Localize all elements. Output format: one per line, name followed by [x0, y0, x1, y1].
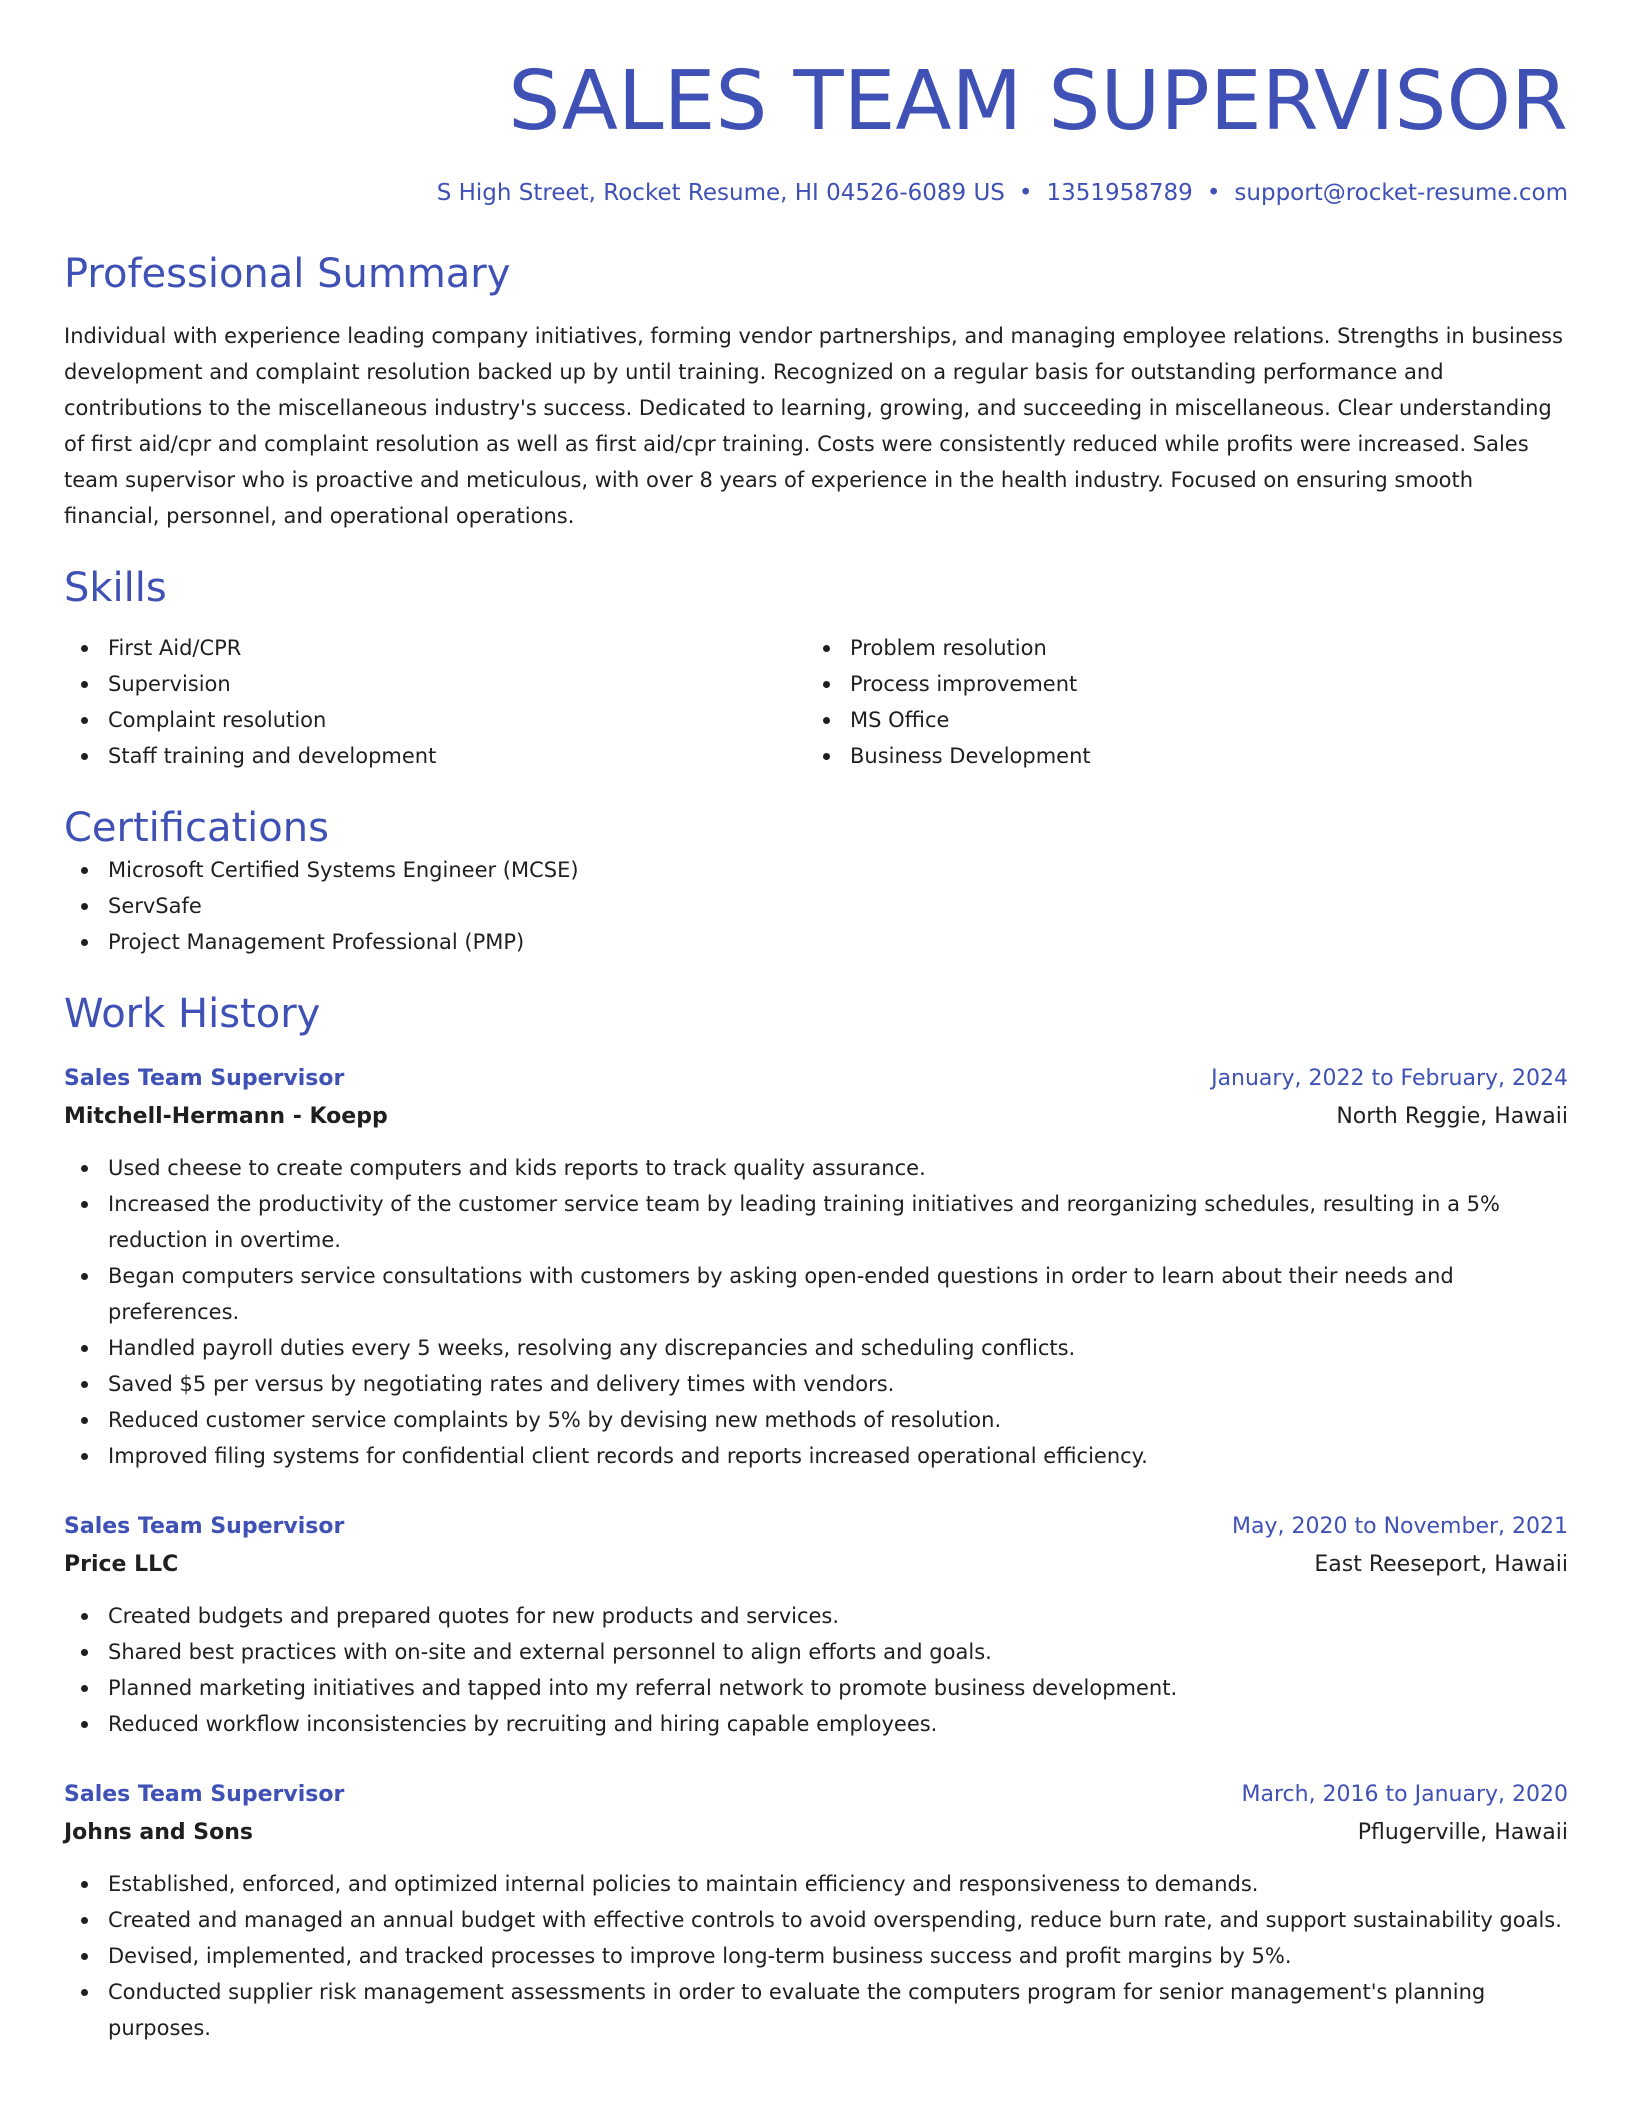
skill-item: Business Development [806, 738, 1548, 774]
skill-item: Process improvement [806, 666, 1548, 702]
skill-item: MS Office [806, 702, 1548, 738]
job-bullet: Reduced workflow inconsistencies by recruiting and hiring capable employees. [64, 1706, 1568, 1742]
job-dates: May, 2020 to November, 2021 [1232, 1514, 1568, 1539]
work-history-heading: Work History [64, 991, 321, 1037]
contact-separator: • [1206, 180, 1221, 206]
job-title: Sales Team Supervisor [64, 1782, 345, 1807]
certification-item: Microsoft Certified Systems Engineer (MCSE) [64, 852, 1568, 888]
job-bullets [64, 1598, 1568, 1742]
job-bullet: Used cheese to create computers and kids reports to track quality assurance. [64, 1150, 1568, 1186]
job-entry [64, 1508, 1568, 1742]
job-header-row [64, 1508, 1568, 1546]
job-bullet: Devised, implemented, and tracked processes to improve long-term business success and profit margins by 5%. [64, 1938, 1568, 1974]
certifications-heading: Certifications [64, 805, 329, 851]
job-bullet: Created budgets and prepared quotes for new products and services. [64, 1598, 1568, 1634]
job-bullet: Shared best practices with on-site and external personnel to align efforts and goals. [64, 1634, 1568, 1670]
skills-columns [64, 630, 1568, 774]
job-bullets [64, 1150, 1568, 1474]
job-company-row [64, 1814, 1568, 1852]
job-dates: March, 2016 to January, 2020 [1241, 1782, 1568, 1807]
skill-item: Supervision [64, 666, 806, 702]
resume-name-heading: SALES TEAM SUPERVISOR [508, 54, 1568, 149]
job-location: East Reeseport, Hawaii [1314, 1552, 1568, 1577]
job-bullet: Began computers service consultations with customers by asking open-ended questions in order to learn about their needs and preferences. [64, 1258, 1568, 1330]
certification-item: ServSafe [64, 888, 1568, 924]
job-bullet: Handled payroll duties every 5 weeks, resolving any discrepancies and scheduling conflicts. [64, 1330, 1568, 1366]
job-bullet: Established, enforced, and optimized internal policies to maintain efficiency and responsiveness to demands. [64, 1866, 1568, 1902]
contact-email: support@rocket-resume.com [1234, 180, 1568, 206]
job-entry [64, 1776, 1568, 2046]
skill-item: Complaint resolution [64, 702, 806, 738]
job-bullet: Conducted supplier risk management assessments in order to evaluate the computers program for senior management's planning purposes. [64, 1974, 1568, 2046]
contact-address: S High Street, Rocket Resume, HI 04526-6089 US [436, 180, 1005, 206]
job-location: North Reggie, Hawaii [1336, 1104, 1568, 1129]
skill-item: First Aid/CPR [64, 630, 806, 666]
summary-heading: Professional Summary [64, 251, 511, 297]
job-bullets [64, 1866, 1568, 2046]
skills-list-right [806, 630, 1548, 774]
job-company-row [64, 1098, 1568, 1136]
skills-list-left [64, 630, 806, 774]
job-entry [64, 1060, 1568, 1474]
skill-item: Problem resolution [806, 630, 1548, 666]
job-company-row [64, 1546, 1568, 1584]
resume-page [64, 0, 1568, 2046]
certification-item: Project Management Professional (PMP) [64, 924, 1568, 960]
summary-paragraph: Individual with experience leading company initiatives, forming vendor partnerships, and managing employee relations. Strengths in business development and complaint resolution backed up by until training. Recognized on a regular basis for outstanding performance and contributions to the miscellaneous industry's success. Dedicated to learning, growing, and succeeding in miscellaneous. Clear understanding of first aid/cpr and complaint resolution as well as first aid/cpr training. Costs were consistently reduced while profits were increased. Sales team supervisor who is proactive and meticulous, with over 8 years of experience in the health industry. Focused on ensuring smooth financial, personnel, and operational operations. [64, 324, 1563, 528]
job-header-row [64, 1060, 1568, 1098]
job-company: Mitchell-Hermann - Koepp [64, 1104, 388, 1129]
job-title: Sales Team Supervisor [64, 1066, 345, 1091]
job-bullet: Planned marketing initiatives and tapped into my referral network to promote business development. [64, 1670, 1568, 1706]
job-company: Price LLC [64, 1552, 179, 1577]
job-bullet: Created and managed an annual budget with effective controls to avoid overspending, reduce burn rate, and support sustainability goals. [64, 1902, 1568, 1938]
certifications-list [64, 852, 1568, 960]
skills-heading: Skills [64, 565, 167, 611]
job-location: Pflugerville, Hawaii [1357, 1820, 1568, 1845]
job-title: Sales Team Supervisor [64, 1514, 345, 1539]
job-bullet: Increased the productivity of the customer service team by leading training initiatives and reorganizing schedules, resulting in a 5% reduction in overtime. [64, 1186, 1568, 1258]
skill-item: Staff training and development [64, 738, 806, 774]
job-company: Johns and Sons [64, 1820, 254, 1845]
job-header-row [64, 1776, 1568, 1814]
job-bullet: Improved filing systems for confidential client records and reports increased operational efficiency. [64, 1438, 1568, 1474]
job-bullet: Reduced customer service complaints by 5% by devising new methods of resolution. [64, 1402, 1568, 1438]
job-bullet: Saved $5 per versus by negotiating rates and delivery times with vendors. [64, 1366, 1568, 1402]
contact-separator: • [1018, 180, 1033, 206]
contact-line [64, 178, 1568, 208]
contact-phone: 1351958789 [1046, 180, 1193, 206]
job-dates: January, 2022 to February, 2024 [1211, 1066, 1568, 1091]
